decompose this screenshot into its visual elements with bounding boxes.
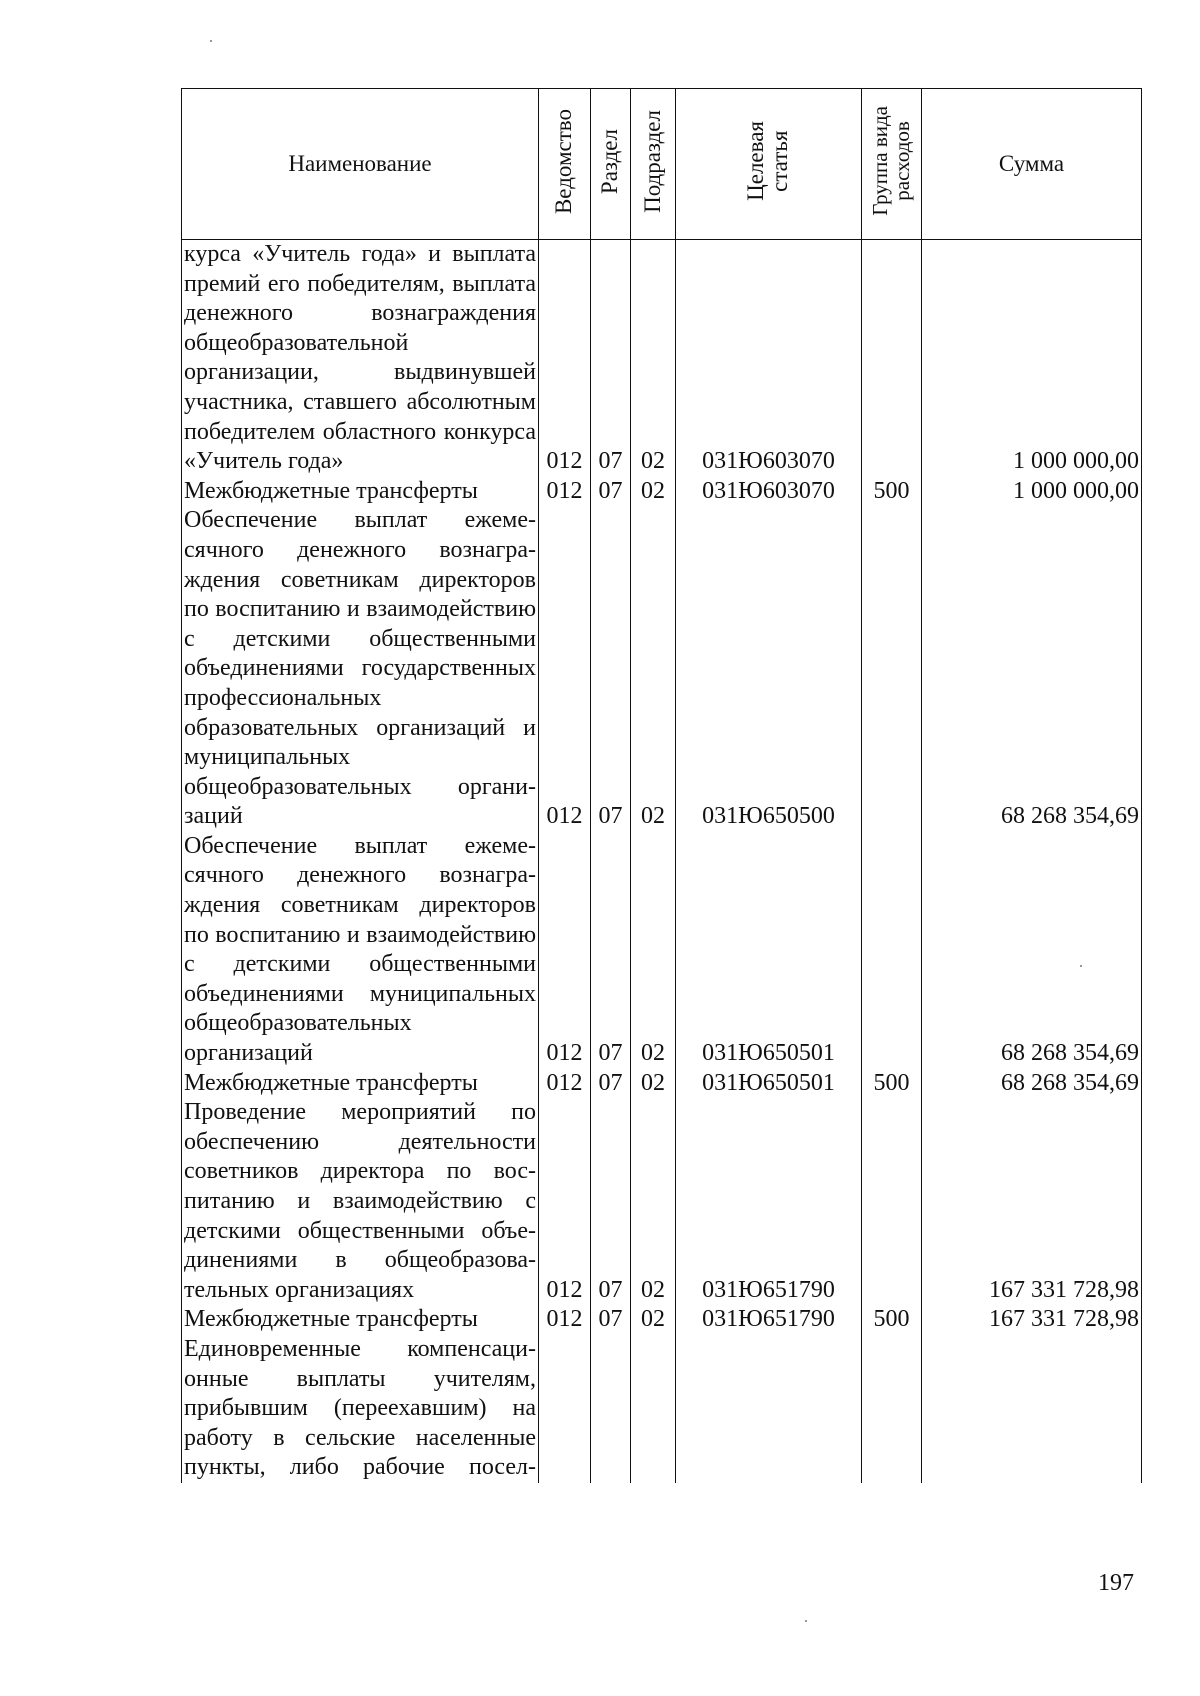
row-razdel: 07 bbox=[591, 1305, 631, 1335]
header-celevaya-statya: Целевая статья bbox=[676, 89, 862, 240]
row-celevaya-statya bbox=[676, 1335, 862, 1483]
row-razdel: 07 bbox=[591, 240, 631, 477]
row-podrazdel: 02 bbox=[631, 477, 676, 507]
table-row bbox=[182, 1069, 1142, 1099]
table-row bbox=[182, 832, 1142, 1069]
header-vedomstvo: Ведомство bbox=[539, 89, 591, 240]
row-razdel: 07 bbox=[591, 1098, 631, 1305]
table-row bbox=[182, 1098, 1142, 1305]
row-celevaya-statya: 031Ю651790 bbox=[676, 1305, 862, 1335]
row-vedomstvo: 012 bbox=[539, 477, 591, 507]
row-podrazdel: 02 bbox=[631, 832, 676, 1069]
row-vedomstvo: 012 bbox=[539, 506, 591, 832]
table-row bbox=[182, 477, 1142, 507]
header-gruppa-vida-rashodov: Группа вида расходов bbox=[862, 89, 922, 240]
header-podrazdel: Подраздел bbox=[631, 89, 676, 240]
row-celevaya-statya: 031Ю603070 bbox=[676, 240, 862, 477]
row-podrazdel: 02 bbox=[631, 506, 676, 832]
row-gruppa bbox=[862, 240, 922, 477]
row-name: Межбюджетные трансферты bbox=[182, 1069, 539, 1099]
row-summa: 1 000 000,00 bbox=[922, 240, 1142, 477]
row-summa: 68 268 354,69 bbox=[922, 1069, 1142, 1099]
row-razdel: 07 bbox=[591, 832, 631, 1069]
header-name: Наименование bbox=[182, 89, 539, 240]
row-razdel: 07 bbox=[591, 477, 631, 507]
row-vedomstvo: 012 bbox=[539, 1305, 591, 1335]
page-number: 197 bbox=[1098, 1570, 1134, 1596]
row-gruppa bbox=[862, 832, 922, 1069]
row-summa bbox=[922, 1335, 1142, 1483]
row-name: Обеспечение выплат ежемесячного денежного вознаграждения советникам директоров по воспитанию и взаимодействию с детскими общественными объединениями государственных профессиональных образовательных организаций и муниципальных общеобразовательных организаций bbox=[182, 506, 539, 832]
row-podrazdel: 02 bbox=[631, 240, 676, 477]
table-row bbox=[182, 1305, 1142, 1335]
row-podrazdel: 02 bbox=[631, 1098, 676, 1305]
row-gruppa bbox=[862, 1098, 922, 1305]
table-header-row bbox=[182, 89, 1142, 240]
row-podrazdel: 02 bbox=[631, 1305, 676, 1335]
row-razdel: 07 bbox=[591, 506, 631, 832]
row-name: Единовременные компенсационные выплаты учителям, прибывшим (переехавшим) на работу в сельские населенные пункты, либо рабочие посел- bbox=[182, 1335, 539, 1483]
table-row bbox=[182, 240, 1142, 477]
scan-speck bbox=[805, 1620, 807, 1622]
header-summa: Сумма bbox=[922, 89, 1142, 240]
row-name: Обеспечение выплат ежемесячного денежного вознаграждения советникам директоров по воспитанию и взаимодействию с детскими общественными объединениями муниципальных общеобразовательных организаций bbox=[182, 832, 539, 1069]
row-celevaya-statya: 031Ю650500 bbox=[676, 506, 862, 832]
row-summa: 167 331 728,98 bbox=[922, 1305, 1142, 1335]
row-podrazdel: 02 bbox=[631, 1069, 676, 1099]
row-gruppa: 500 bbox=[862, 1069, 922, 1099]
row-razdel: 07 bbox=[591, 1069, 631, 1099]
row-razdel bbox=[591, 1335, 631, 1483]
row-gruppa bbox=[862, 1335, 922, 1483]
row-gruppa: 500 bbox=[862, 477, 922, 507]
budget-table bbox=[181, 88, 1142, 1483]
row-summa: 68 268 354,69 bbox=[922, 506, 1142, 832]
row-summa: 68 268 354,69 bbox=[922, 832, 1142, 1069]
row-celevaya-statya: 031Ю603070 bbox=[676, 477, 862, 507]
table-row bbox=[182, 506, 1142, 832]
scan-speck bbox=[210, 40, 212, 42]
row-gruppa bbox=[862, 506, 922, 832]
row-vedomstvo: 012 bbox=[539, 1098, 591, 1305]
header-razdel: Раздел bbox=[591, 89, 631, 240]
row-vedomstvo: 012 bbox=[539, 240, 591, 477]
row-summa: 1 000 000,00 bbox=[922, 477, 1142, 507]
row-celevaya-statya: 031Ю650501 bbox=[676, 1069, 862, 1099]
row-name: Межбюджетные трансферты bbox=[182, 1305, 539, 1335]
row-vedomstvo: 012 bbox=[539, 1069, 591, 1099]
row-podrazdel bbox=[631, 1335, 676, 1483]
table-row bbox=[182, 1335, 1142, 1483]
scan-speck bbox=[1080, 965, 1082, 967]
row-vedomstvo: 012 bbox=[539, 832, 591, 1069]
row-name: курса «Учитель года» и выплата премий его победителям, выплата денежного вознаграждения общеобразовательной организации, выдвинувшей участника, ставшего абсолютным победителем областного конкурса «Учитель года» bbox=[182, 240, 539, 477]
row-gruppa: 500 bbox=[862, 1305, 922, 1335]
row-summa: 167 331 728,98 bbox=[922, 1098, 1142, 1305]
row-name: Межбюджетные трансферты bbox=[182, 477, 539, 507]
row-name: Проведение мероприятий по обеспечению деятельности советников директора по воспитанию и взаимодействию с детскими общественными объединениями в общеобразовательных организациях bbox=[182, 1098, 539, 1305]
row-celevaya-statya: 031Ю650501 bbox=[676, 832, 862, 1069]
row-celevaya-statya: 031Ю651790 bbox=[676, 1098, 862, 1305]
row-vedomstvo bbox=[539, 1335, 591, 1483]
